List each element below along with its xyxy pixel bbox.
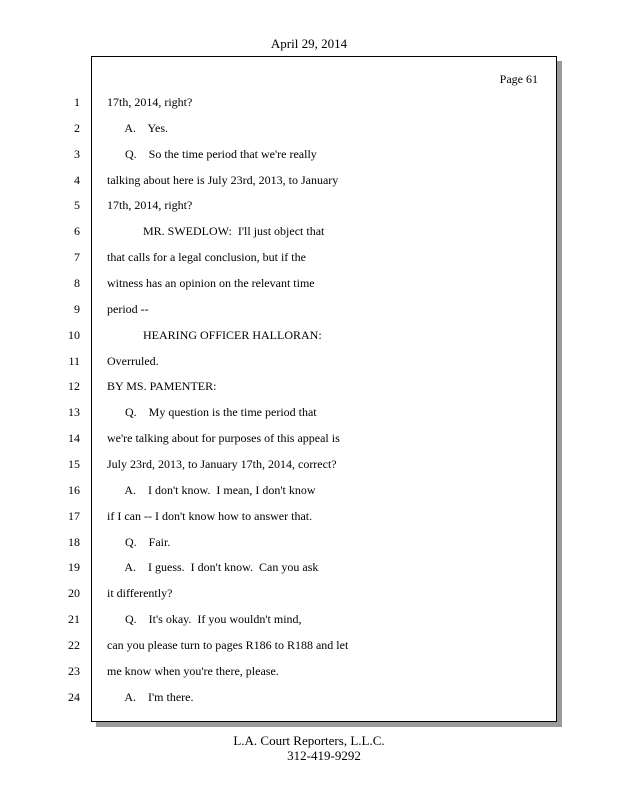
transcript-line-text: Q. Fair. <box>107 534 171 549</box>
transcript-line-text: Q. It's okay. If you wouldn't mind, <box>107 612 302 626</box>
line-number: 19 <box>68 560 80 575</box>
transcript-date: April 29, 2014 <box>270 36 348 51</box>
transcript-line-text: July 23rd, 2013, to January 17th, 2014, correct? <box>107 456 337 471</box>
line-number: 16 <box>68 482 80 497</box>
footer <box>0 733 618 763</box>
line-number: 10 <box>68 327 80 342</box>
line-number: 5 <box>74 198 80 213</box>
line-number: 12 <box>68 379 80 394</box>
transcript-line-text: A. I don't know. I mean, I don't know <box>107 482 316 497</box>
transcript-line-text: can you please turn to pages R186 to R188 and let <box>107 637 349 652</box>
line-number: 18 <box>68 534 80 549</box>
court-reporter-phone: 312-419-9292 <box>287 748 361 763</box>
transcript-line-text: that calls for a legal conclusion, but if the <box>107 250 306 265</box>
transcript-line-text: A. I guess. I don't know. Can you ask <box>107 560 319 575</box>
transcript-line-text: period -- <box>107 301 149 316</box>
line-number: 6 <box>74 224 80 239</box>
line-number: 9 <box>74 301 80 316</box>
transcript-line-text: 17th, 2014, right? <box>107 198 193 213</box>
transcript-line-text: we're talking about for purposes of this appeal is <box>107 431 340 446</box>
transcript-line-text: A. I'm there. <box>107 689 194 704</box>
transcript-line-text: HEARING OFFICER HALLORAN: <box>107 327 322 342</box>
line-number: 23 <box>68 663 80 678</box>
transcript-line-text: A. Yes. <box>107 120 169 135</box>
court-reporter-name: L.A. Court Reporters, L.L.C. <box>233 733 385 748</box>
line-number: 17 <box>68 508 80 523</box>
transcript-line-text: BY MS. PAMENTER: <box>107 379 217 394</box>
transcript-line-text: talking about here is July 23rd, 2013, to January <box>107 172 339 187</box>
line-number: 7 <box>74 250 80 265</box>
transcript-line-text: MR. SWEDLOW: I'll just object that <box>107 224 325 239</box>
line-number: 4 <box>74 172 80 187</box>
line-number: 22 <box>68 637 80 652</box>
page-number: Page 61 <box>499 72 538 86</box>
line-number: 20 <box>68 586 80 601</box>
line-number: 24 <box>68 689 80 704</box>
line-number: 8 <box>74 276 80 290</box>
line-number: 14 <box>68 431 80 446</box>
transcript-line-text: Q. So the time period that we're really <box>107 146 317 161</box>
line-number: 15 <box>68 456 80 471</box>
line-number: 11 <box>68 353 80 368</box>
line-number: 2 <box>74 120 80 135</box>
transcript-line-text: Overruled. <box>107 353 159 368</box>
transcript-line-text: Q. My question is the time period that <box>107 405 317 420</box>
transcript-line-text: it differently? <box>107 586 173 601</box>
transcript-line-text: witness has an opinion on the relevant time <box>107 276 315 290</box>
transcript-line-text: if I can -- I don't know how to answer that. <box>107 508 313 523</box>
line-number: 13 <box>68 405 80 420</box>
transcript-line-text: me know when you're there, please. <box>107 663 279 678</box>
line-number: 21 <box>68 612 80 626</box>
line-number: 1 <box>74 95 80 109</box>
line-number: 3 <box>74 146 80 161</box>
transcript-line-text: 17th, 2014, right? <box>107 95 193 109</box>
